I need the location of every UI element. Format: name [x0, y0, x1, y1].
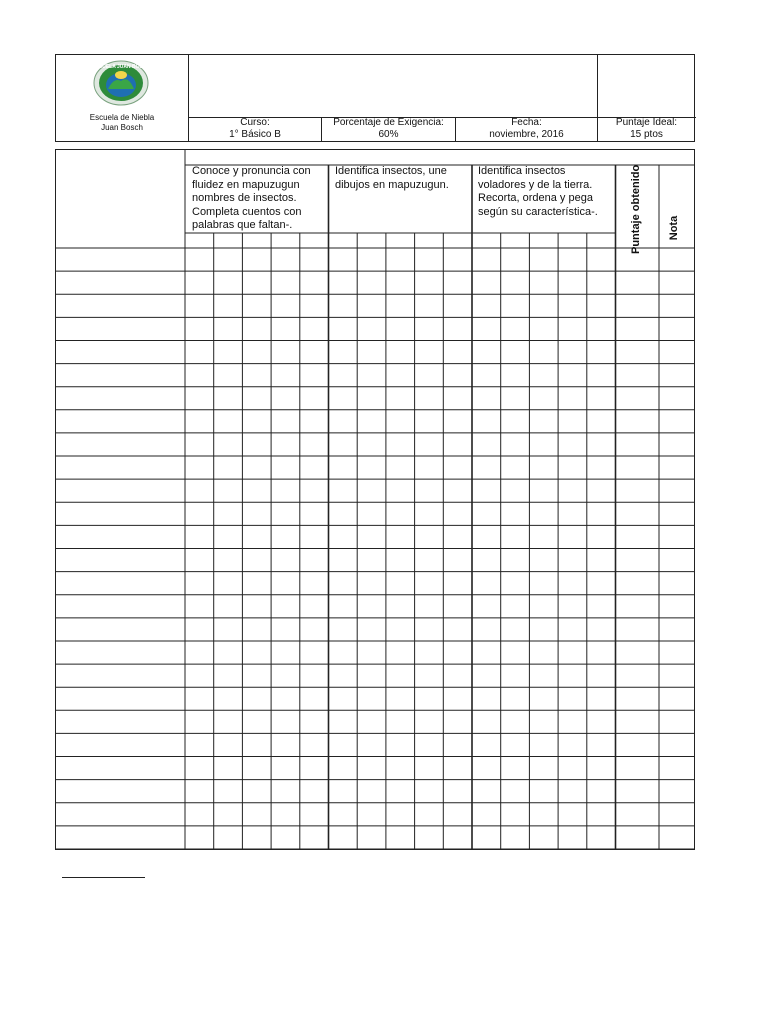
school-name	[56, 113, 188, 133]
school-name-line2: Juan Bosch	[101, 123, 143, 132]
school-logo-cell	[56, 55, 188, 141]
ideal-score-label: Puntaje Ideal:	[615, 117, 678, 128]
rubric-grid	[56, 150, 694, 849]
school-logo-icon	[92, 59, 150, 107]
header-block	[55, 54, 695, 142]
criterion-2: Identifica insectos, une dibujos en mapuzugun.	[335, 165, 449, 191]
grade-header-text: Nota	[668, 215, 680, 241]
rubric-table	[55, 149, 695, 850]
course-value: 1° Básico B	[229, 129, 281, 140]
criterion-3: Identifica insectos voladores y de la tierra. Recorta, ordena y pega según su característica-.	[478, 165, 598, 218]
exigencia-cell	[322, 117, 455, 142]
course-cell	[189, 117, 321, 142]
signature-line	[62, 877, 145, 878]
date-label: Fecha:	[511, 117, 542, 128]
school-name-line1: Escuela de Niebla	[89, 113, 155, 122]
exigencia-value: 60%	[378, 129, 399, 140]
ideal-score-value: 15 ptos	[630, 129, 663, 140]
grade-header	[668, 206, 680, 250]
score-obtained-header	[630, 164, 642, 254]
logo-text: ESCUELA JUAN BOSCH	[92, 64, 150, 70]
date-value: noviembre, 2016	[489, 129, 564, 140]
date-cell	[456, 117, 597, 142]
ideal-score-cell	[598, 117, 695, 142]
course-label: Curso:	[240, 117, 270, 128]
score-obtained-text: Puntaje obtenido	[630, 164, 642, 254]
criterion-1: Conoce y pronuncia con fluidez en mapuzugun nombres de insectos. Completa cuentos con palabras que faltan-.	[192, 165, 311, 231]
exigencia-label: Porcentaje de Exigencia:	[333, 117, 444, 128]
